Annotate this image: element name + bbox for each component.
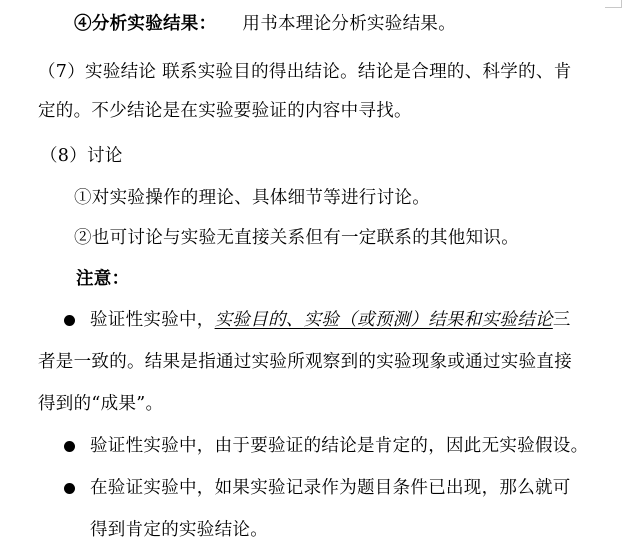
analyze-results-body: 用书本理论分析实验结果。: [242, 14, 457, 34]
note-heading: 注意：: [76, 269, 130, 289]
bullet-1-line-2: 者是一致的。结果是指通过实验所观察到的实验现象或通过实验直接: [38, 352, 572, 372]
analyze-results-heading: ④分析实验结果：: [74, 14, 217, 34]
bullet-dot-1: [64, 315, 75, 326]
bullet-1-suffix: 三: [552, 310, 571, 330]
bullet-1-line-1: [90, 309, 571, 331]
discussion-item-2: ②也可讨论与实验无直接关系但有一定联系的其他知识。: [74, 228, 519, 248]
discussion-heading: （8）讨论: [40, 146, 123, 166]
bullet-1-line-3: 得到的“成果”。: [38, 394, 164, 414]
bullet-3-line-1: 在验证实验中，如果实验记录作为题目条件已出现，那么就可: [90, 478, 571, 498]
analyze-results-line: [74, 13, 456, 35]
bullet-dot-2: [64, 441, 75, 452]
page-corner-mark: [605, 0, 622, 8]
bullet-3-line-2: 得到肯定的实验结论。: [90, 520, 268, 540]
discussion-item-1: ①对实验操作的理论、具体细节等进行讨论。: [74, 188, 430, 208]
conclusion-paragraph-line-1: （7）实验结论 联系实验目的得出结论。结论是合理的、科学的、肯: [38, 62, 572, 82]
conclusion-paragraph-line-2: 定的。不少结论是在实验要验证的内容中寻找。: [38, 101, 412, 121]
bullet-2-text: 验证性实验中，由于要验证的结论是肯定的，因此无实验假设。: [90, 436, 589, 456]
bullet-1-emphasis: 实验目的、实验（或预测）结果和实验结论: [214, 310, 553, 330]
bullet-1-prefix: 验证性实验中，: [90, 310, 215, 330]
bullet-dot-3: [64, 483, 75, 494]
